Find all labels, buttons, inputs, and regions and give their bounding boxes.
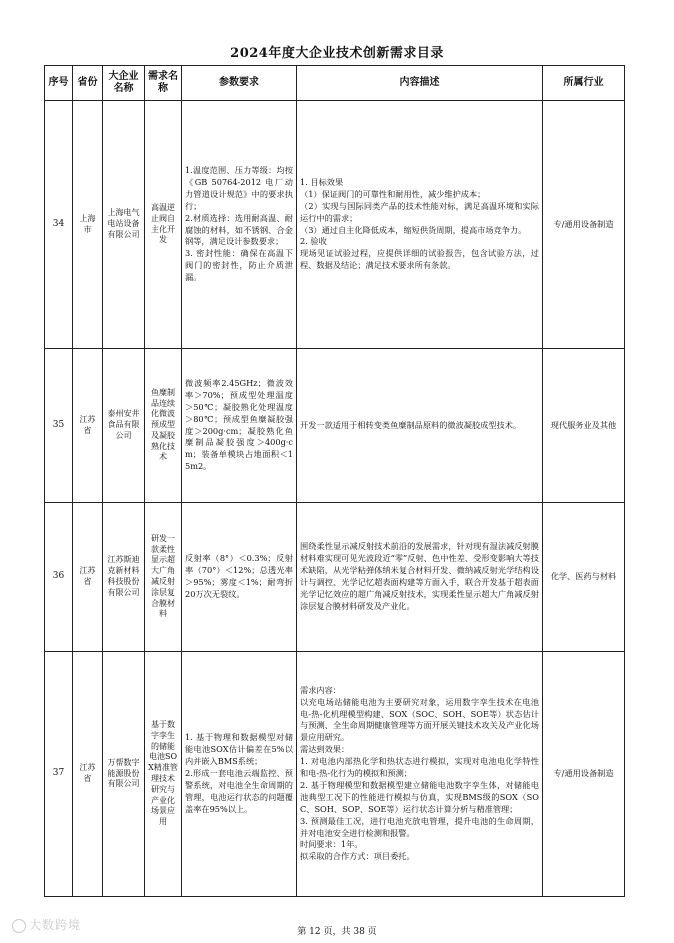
content-line: 开发一款适用于相转变类鱼糜制品原料的微波凝胶成型技术。: [300, 419, 522, 430]
content-line: 拟采取的合作方式：项目委托。: [300, 851, 415, 862]
header-company: 大企业名称: [103, 66, 145, 101]
row-province: 江苏省: [73, 503, 103, 652]
row-province: 江苏省: [73, 652, 103, 897]
row-province: 江苏省: [73, 349, 103, 503]
table-row: [45, 503, 625, 652]
header-content: 内容描述: [297, 66, 543, 101]
content-line: （2）实现与国际同类产品的技术性能对标，满足高温环境和实际运行中的需求；: [300, 200, 539, 223]
row-content: [297, 101, 543, 349]
content-line: 围绕柔性显示减反射技术前沿的发展需求，针对现有湿法减反射膜材料难实现可见光波段近“零”反射、色中性差、受形变影响大等技术缺陷，从光学粘弹体纳米复合材料开发、微纳减反射光学结构设计与调控、光学记忆超表面构建等方面入手，联合开发基于超表面光学记忆效应的超广角减反射技术，实现柔性显示超大广角减反射涂层复合膜材料研发及产业化。: [300, 541, 539, 611]
content-line: （1）保证阀门的可靠性和耐用性，减少维护成本；: [300, 188, 486, 199]
header-no: 序号: [45, 66, 73, 101]
row-demand: 研发一款柔性显示超大广角减反射涂层复合膜材料: [145, 503, 182, 652]
content-line: 2. 基于物理模型和数据模型建立储能电池数字孪生体，对储能电池典型工况下的性能进行模拟与仿真，实现BMS级的SOX（SOC、SOH、SOP、SOE等）运行状态计算分析与精准管理；: [300, 779, 539, 814]
header-demand: 需求名称: [145, 66, 182, 101]
params-line: 3. 密封性能：确保在高温下阀门的密封性，防止介质泄漏。: [185, 248, 293, 283]
row-number: 35: [45, 349, 73, 503]
row-number: 37: [45, 652, 73, 897]
row-content: [297, 652, 543, 897]
content-line: 需求内容：: [300, 684, 341, 695]
table-row: [45, 101, 625, 349]
params-line: 反射率（8°）＜0.3%；反射率（70°）＜12%；总透光率＞95%；雾度＜1%；耐弯折20万次无裂纹。: [185, 553, 293, 599]
content-line: 1. 对电池内部热化学和热状态进行模拟，实现对电池电化学特性和电-热-化行为的模拟和预测；: [300, 756, 539, 779]
header-province: 省份: [73, 66, 103, 101]
row-industry: 专/通用设备制造: [543, 101, 625, 349]
header-industry: 所属行业: [543, 66, 625, 101]
row-content: [297, 503, 543, 652]
params-line: 2.材质选择：选用耐高温、耐腐蚀的材料，如不锈钢、合金钢等，满足设计参数要求；: [185, 212, 293, 247]
content-line: 需达到效果：: [300, 744, 350, 755]
row-demand: 基于数字孪生的储能电池SOX精准管理技术研究与产业化场景应用: [145, 652, 182, 897]
row-province: 上海市: [73, 101, 103, 349]
page-footer: 第 12 页，共 38 页: [297, 927, 377, 937]
params-line: 2.形成一套电池云端监控、预警系统，对电池全生命周期的管理，电池运行状态的问题覆盖率在95%以上。: [185, 768, 293, 814]
row-content: [297, 349, 543, 503]
params-line: 1. 基于物理和数据模型对储能电池SOX估计偏差在5%以内并嵌入BMS系统；: [185, 732, 293, 767]
page-title: 2024年度大企业技术创新需求目录: [230, 46, 444, 61]
params-line: 微波频率2.45GHz；微波效率＞70%；预成型处理温度＞50℃；凝胶熟化处理温度＞80℃；预成型鱼糜凝胶强度＞200g·cm；凝胶熟化鱼糜制品凝胶强度＞400g·cm；装备单模块占地面积＜15m2。: [185, 377, 293, 472]
row-params: [182, 101, 297, 349]
header-row: [45, 66, 625, 101]
content-line: 1. 目标效果: [300, 176, 344, 187]
row-industry: 现代服务业及其他: [543, 349, 625, 503]
row-params: [182, 503, 297, 652]
row-params: [182, 349, 297, 503]
row-number: 36: [45, 503, 73, 652]
content-line: 3. 预测最佳工况，进行电池充放电管理，提升电池的生命周期，并对电池安全进行检测和报警。: [300, 815, 539, 838]
table-row: [45, 349, 625, 503]
row-company: 泰州安井食品有限公司: [103, 349, 145, 503]
content-line: 现场见证试验过程，应提供详细的试验报告，包含试验方法，过程、数据及结论；满足技术要求所有条款。: [300, 248, 539, 271]
row-demand: 鱼糜制品连续化微波预成型及凝胶熟化技术: [145, 349, 182, 503]
content-line: （3）通过自主化降低成本，缩短供货周期，提高市场竞争力。: [300, 224, 527, 235]
header-params: 参数要求: [182, 66, 297, 101]
content-line: 以充电场站储能电池为主要研究对象，运用数字孪生技术在电池电-热-化机理模型构建、SOX（SOC、SOH、SOE等）状态估计与预测、全生命周期健康管理等方面开展关键技术攻关及产业化场景应用研究。: [300, 696, 539, 743]
demand-table: [44, 65, 625, 897]
table-row: [45, 652, 625, 897]
content-line: 2. 验收: [300, 236, 327, 247]
content-line: 时间要求：1年。: [300, 839, 363, 850]
row-params: [182, 652, 297, 897]
row-demand: 高温逆止阀自主化开发: [145, 101, 182, 349]
row-number: 34: [45, 101, 73, 349]
row-company: 万帮数字能源股份有限公司: [103, 652, 145, 897]
row-company: 江苏斯迪克新材料科技股份有限公司: [103, 503, 145, 652]
row-industry: 化学、医药与材料: [543, 503, 625, 652]
row-company: 上海电气电站设备有限公司: [103, 101, 145, 349]
watermark-text: 大数跨境: [29, 918, 82, 932]
params-line: 1.温度范围、压力等级：均按《GB 50764-2012 电厂动力管道设计规范》中的要求执行；: [185, 165, 293, 211]
row-industry: 专/通用设备制造: [543, 652, 625, 897]
